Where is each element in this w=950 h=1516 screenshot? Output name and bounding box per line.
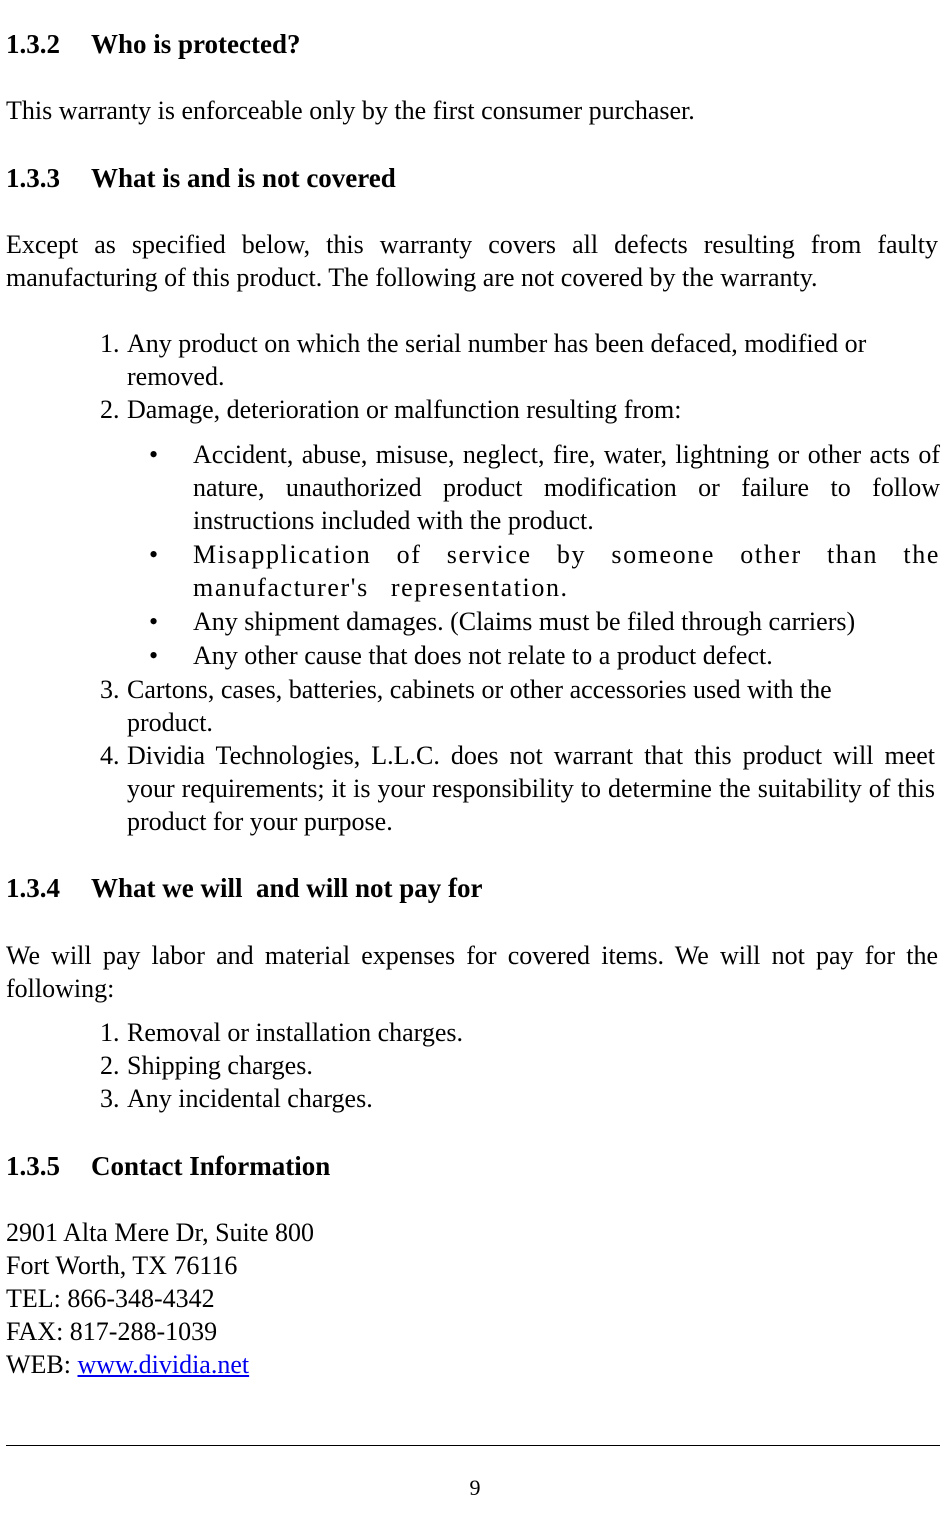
list-item bbox=[100, 1082, 940, 1115]
list-item bbox=[100, 393, 940, 426]
bullet-item bbox=[149, 639, 940, 672]
list-marker: 1. bbox=[100, 329, 120, 358]
section-title: What is and is not covered bbox=[91, 163, 396, 193]
bullet-text: Any other cause that does not relate to a product defect. bbox=[193, 641, 773, 670]
section-1-3-3-body: Except as specified below, this warranty covers all defects resulting from faulty manufacturing of this product. The following are not covered by the warranty. bbox=[6, 230, 938, 292]
bullet-marker: • bbox=[149, 641, 159, 670]
bullet-marker: • bbox=[149, 540, 159, 569]
list-marker: 4. bbox=[100, 741, 120, 770]
list-marker: 2. bbox=[100, 395, 120, 424]
section-heading-1-3-2 bbox=[6, 28, 301, 60]
section-number: 1.3.5 bbox=[6, 1151, 60, 1181]
address-line-2: Fort Worth, TX 76116 bbox=[6, 1251, 238, 1280]
list-item-text: Shipping charges. bbox=[127, 1051, 313, 1080]
section-number: 1.3.3 bbox=[6, 163, 60, 193]
section-heading-1-3-3 bbox=[6, 162, 396, 194]
list-item bbox=[100, 739, 940, 838]
list-item-text: Removal or installation charges. bbox=[127, 1018, 463, 1047]
bullet-text: Any shipment damages. (Claims must be filed through carriers) bbox=[193, 607, 856, 636]
website-label: WEB: bbox=[6, 1350, 78, 1379]
section-1-3-2-body: This warranty is enforceable only by the first consumer purchaser. bbox=[6, 96, 695, 125]
list-item-text: Dividia Technologies, L.L.C. does not warrant that this product will meet your requirements; it is your responsibility to determine the suitability of this product for your purpose. bbox=[127, 741, 935, 836]
list-marker: 2. bbox=[100, 1051, 120, 1080]
section-number: 1.3.4 bbox=[6, 873, 60, 903]
bullet-marker: • bbox=[149, 440, 159, 469]
list-item bbox=[100, 673, 940, 739]
fax: FAX: 817-288-1039 bbox=[6, 1317, 218, 1346]
bullet-marker: • bbox=[149, 607, 159, 636]
list-item-text: Cartons, cases, batteries, cabinets or other accessories used with the product. bbox=[127, 675, 832, 737]
bullet-text: Accident, abuse, misuse, neglect, fire, water, lightning or other acts of nature, unauthorized product modification or failure to follow instructions included with the product. bbox=[193, 440, 940, 535]
list-marker: 1. bbox=[100, 1018, 120, 1047]
telephone: TEL: 866-348-4342 bbox=[6, 1284, 215, 1313]
list-item bbox=[100, 1016, 940, 1049]
website bbox=[6, 1348, 249, 1381]
address-line-1: 2901 Alta Mere Dr, Suite 800 bbox=[6, 1218, 315, 1247]
section-heading-1-3-4 bbox=[6, 872, 483, 904]
bullet-text: Misapplication of service by someone other than the manufacturer's representation. bbox=[193, 540, 940, 602]
section-number: 1.3.2 bbox=[6, 29, 60, 59]
page-number: 9 bbox=[469, 1475, 481, 1500]
section-title: Contact Information bbox=[91, 1151, 331, 1181]
section-heading-1-3-5 bbox=[6, 1150, 330, 1182]
section-1-3-4-body: We will pay labor and material expenses for covered items. We will not pay for the following: bbox=[6, 941, 938, 1003]
bullet-item bbox=[149, 605, 940, 638]
footer-divider bbox=[6, 1445, 940, 1446]
bullet-item bbox=[149, 438, 940, 537]
list-item-text: Damage, deterioration or malfunction resulting from: bbox=[127, 395, 682, 424]
website-link[interactable]: www.dividia.net bbox=[77, 1350, 250, 1379]
bullet-item bbox=[149, 538, 940, 604]
list-marker: 3. bbox=[100, 1084, 120, 1113]
list-item-text: Any product on which the serial number has been defaced, modified or removed. bbox=[127, 329, 867, 391]
section-title: What we will and will not pay for bbox=[91, 873, 483, 903]
list-item bbox=[100, 1049, 940, 1082]
list-marker: 3. bbox=[100, 675, 120, 704]
list-item-text: Any incidental charges. bbox=[127, 1084, 373, 1113]
list-item bbox=[100, 327, 940, 393]
section-title: Who is protected? bbox=[91, 29, 301, 59]
